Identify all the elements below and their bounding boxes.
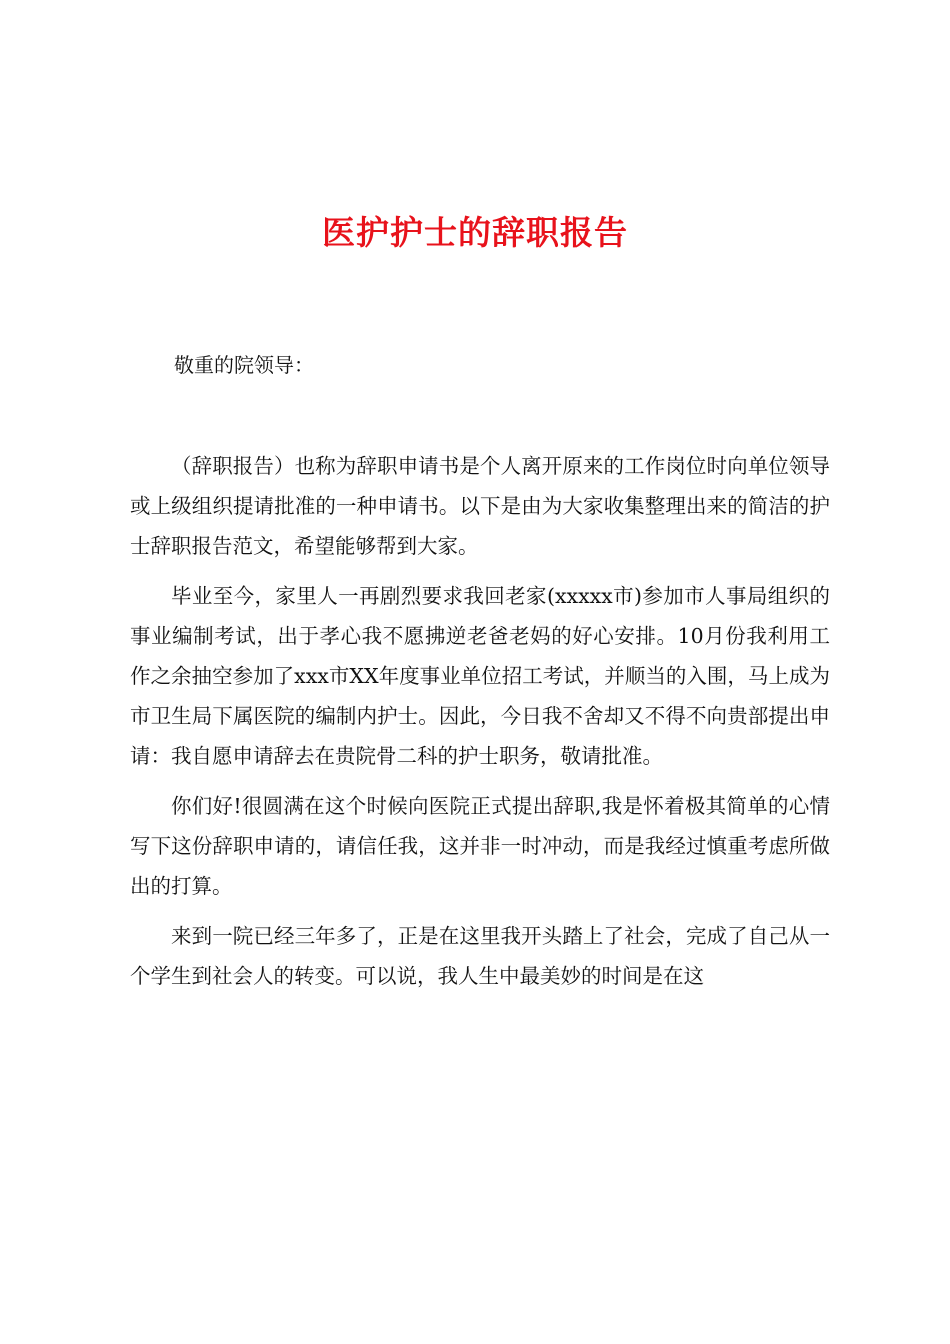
paragraph: 你们好!很圆满在这个时候向医院正式提出辞职,我是怀着极其简单的心情写下这份辞职申请的，请信任我，这并非一时冲动，而是我经过慎重考虑所做出的打算。 bbox=[130, 794, 830, 898]
document-title: 医护护士的辞职报告 bbox=[322, 213, 628, 252]
paragraph: 毕业至今，家里人一再剧烈要求我回老家(xxxxx市)参加市人事局组织的事业编制考试，出于孝心我不愿拂逆老爸老妈的好心安排。10月份我利用工作之余抽空参加了xxx市XX年度事业单位招工考试，并顺当的入围，马上成为市卫生局下属医院的编制内护士。因此，今日我不舍却又不得不向贵部提出申请：我自愿申请辞去在贵院骨二科的护士职务，敬请批准。 bbox=[130, 584, 830, 768]
document-body bbox=[130, 446, 830, 1006]
salutation: 敬重的院领导： bbox=[174, 353, 314, 377]
paragraph: 来到一院已经三年多了，正是在这里我开头踏上了社会，完成了自己从一个学生到社会人的转变。可以说，我人生中最美妙的时间是在这 bbox=[130, 924, 830, 988]
paragraph: （辞职报告）也称为辞职申请书是个人离开原来的工作岗位时向单位领导或上级组织提请批准的一种申请书。以下是由为大家收集整理出来的简洁的护士辞职报告范文，希望能够帮到大家。 bbox=[130, 454, 830, 558]
